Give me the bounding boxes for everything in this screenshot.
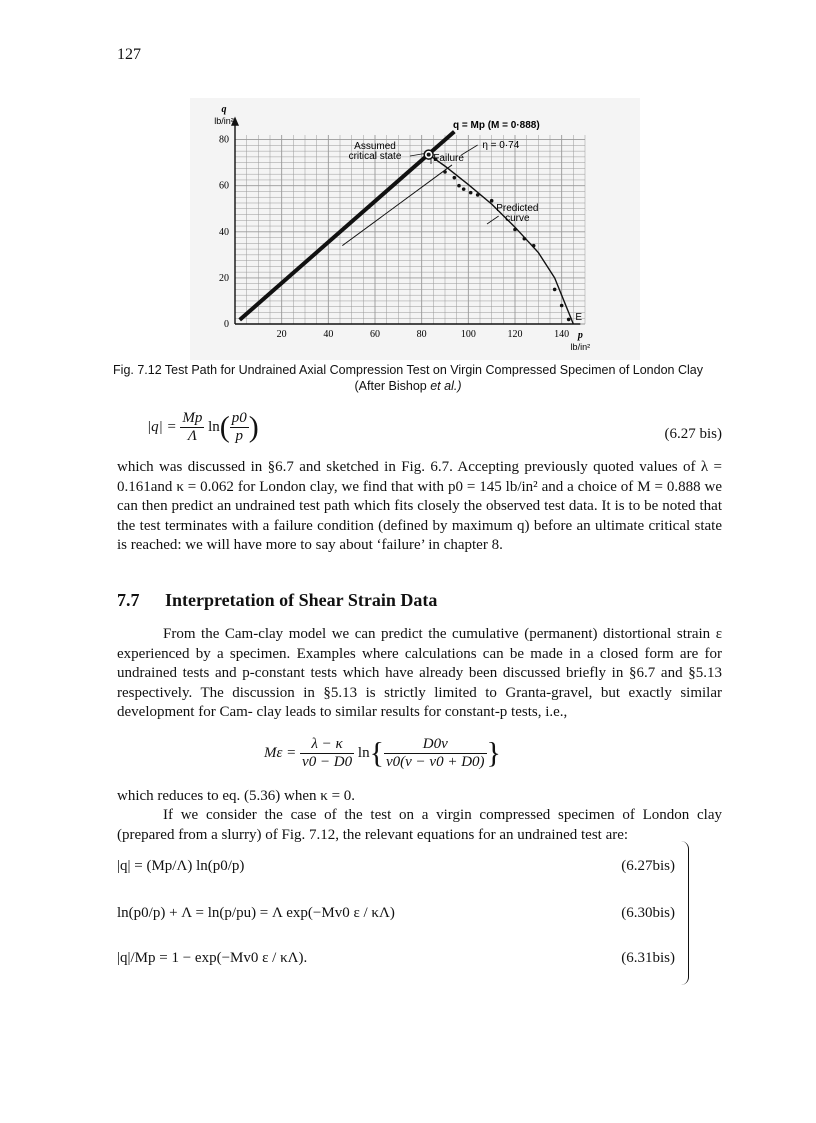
x-tick-label: 40 xyxy=(323,329,334,340)
predicted-curve-label: curve xyxy=(505,213,530,224)
observed-data-point xyxy=(443,170,447,174)
observed-data-point xyxy=(490,199,494,203)
y-tick-label: 0 xyxy=(224,319,229,330)
y-tick-label: 20 xyxy=(219,272,229,284)
paragraph: If we consider the case of the test on a virgin compressed specimen of London clay (prepared from a slurry) of Fig. 7.12, the relevant equations for an undrained test are: xyxy=(117,807,722,843)
figure-caption: Fig. 7.12 Test Path for Undrained Axial Compression Test on Virgin Compressed Specimen of London Clay (After Bishop et al.) xyxy=(113,363,703,393)
y-axis-unit: lb/in² xyxy=(214,116,234,126)
observed-data-point xyxy=(523,237,527,241)
y-tick-label: 80 xyxy=(219,134,229,146)
figure-7-12-chart xyxy=(190,98,640,360)
paragraph: which reduces to eq. (5.36) when κ = 0. xyxy=(117,788,356,804)
equation-number: (6.30bis) xyxy=(621,905,675,921)
eta-label: η = 0·74 xyxy=(482,140,520,151)
observed-data-point xyxy=(462,187,466,191)
end-point-label: E xyxy=(575,312,583,323)
observed-data-point xyxy=(513,228,517,232)
equation-brace xyxy=(676,841,689,985)
failure-label: Failure xyxy=(433,153,464,164)
assumed-critical-state-label: critical state xyxy=(348,151,402,162)
line-label: q = Mp (M = 0·888) xyxy=(452,120,540,131)
observed-data-point xyxy=(553,288,557,292)
observed-data-point xyxy=(567,318,571,322)
y-tick-label: 40 xyxy=(219,226,229,238)
observed-data-point xyxy=(457,184,461,188)
page-number: 127 xyxy=(117,46,141,63)
equation-6-27: |q| = $\frac{Mp}{\Lambda}$ ln( $\frac{p0}{p}$ ) xyxy=(147,410,259,444)
x-tick-label: 120 xyxy=(507,329,523,340)
observed-data-point xyxy=(476,193,480,197)
assumed-critical-state-label: Assumed xyxy=(354,141,396,152)
observed-data-point xyxy=(453,176,457,180)
observed-data-point xyxy=(560,304,564,308)
equation-6-30-bis: ln(p0/p) + Λ = ln(p/pu) = Λ exp(−Mv0 ε / κΛ) xyxy=(117,905,395,921)
equation-6-27-bis: |q| = (Mp/Λ) ln(p0/p) xyxy=(117,858,245,874)
x-tick-label: 20 xyxy=(276,329,287,340)
x-axis-label: p xyxy=(577,330,583,341)
section-heading: 7.7 Interpretation of Shear Strain Data xyxy=(117,590,438,610)
observed-data-point xyxy=(532,244,536,248)
observed-data-point xyxy=(469,191,473,195)
failure-point-center xyxy=(427,153,431,157)
equation-number: (6.27 bis) xyxy=(664,426,722,442)
x-tick-label: 140 xyxy=(554,329,570,340)
equation-number: (6.31bis) xyxy=(621,950,675,966)
x-axis-unit: lb/in² xyxy=(570,342,591,352)
x-tick-label: 80 xyxy=(416,329,427,340)
x-tick-label: 60 xyxy=(370,329,380,340)
y-tick-label: 60 xyxy=(219,180,229,192)
x-tick-label: 100 xyxy=(460,329,476,340)
predicted-curve-label: Predicted xyxy=(496,203,539,214)
equation-m-epsilon: Mε = $\frac{\lambda - \kappa}{v0 - D0}$ ln{ $\frac{D0v}{v0(v - v0 + D0)}$ } xyxy=(264,736,501,770)
paragraph: From the Cam-clay model we can predict the cumulative (permanent) distortional strain ε experienced by a specimen. Examples where calculations can be made in a closed form are for undrained tests and p-constant tests which have already been discussed briefly in §6.7 and §5.13 respectively. The discussion in §5.13 is strictly limited to Granta-gravel, but exactly similar development for Cam- clay leads to similar results for constant-p tests, i.e., xyxy=(117,626,722,721)
y-axis-label: q xyxy=(221,104,227,115)
equation-number: (6.27bis) xyxy=(621,858,675,874)
paragraph: which was discussed in §6.7 and sketched in Fig. 6.7. Accepting previously quoted values of λ = 0.161and κ = 0.062 for London clay, we find that with p0 = 145 lb/in² and a choice of M = 0.888 we can then predict an undrained test path which fits closely the observed test data. It is to be noted that the test terminates with a failure condition (defined by maximum q) before an ultimate critical state is reached: we will have more to say about ‘failure’ in chapter 8. xyxy=(117,459,722,554)
equation-6-31-bis: |q|/Mp = 1 − exp(−Mv0 ε / κΛ). xyxy=(117,950,308,966)
